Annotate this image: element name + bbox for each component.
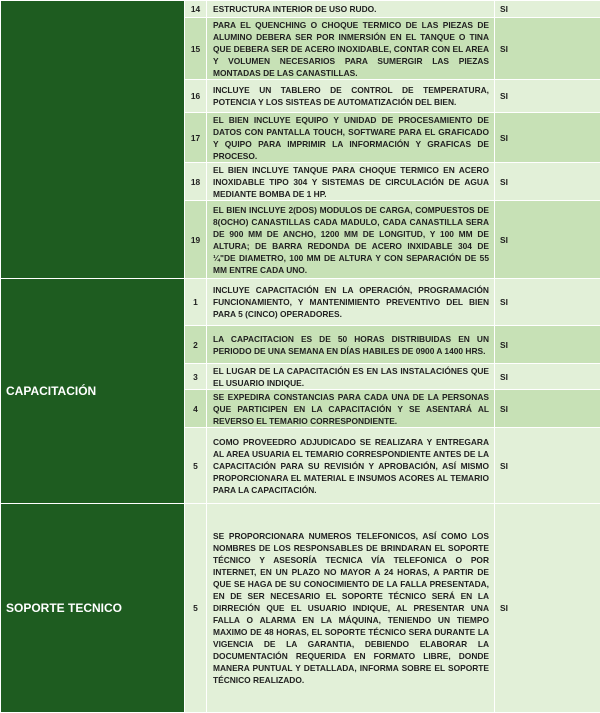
table-row xyxy=(1,1,600,18)
table-row xyxy=(1,279,600,326)
row-answer: SI xyxy=(495,390,600,428)
row-number: 5 xyxy=(185,504,207,713)
row-description: ESTRUCTURA INTERIOR DE USO RUDO. xyxy=(207,1,495,18)
row-number: 16 xyxy=(185,80,207,113)
row-answer: SI xyxy=(495,18,600,80)
row-number: 18 xyxy=(185,163,207,201)
row-description: EL LUGAR DE LA CAPACITACIÓN ES EN LAS INSTALACIÓNES QUE EL USUARIO INDIQUE. xyxy=(207,364,495,390)
row-number: 2 xyxy=(185,326,207,364)
row-answer: SI xyxy=(495,428,600,504)
row-answer: SI xyxy=(495,80,600,113)
row-description: EL BIEN INCLUYE 2(DOS) MODULOS DE CARGA, COMPUESTOS DE 8(OCHO) CANASTILLAS CADA MADULO, CADA CANASTILLA SERA DE 900 MM DE ANCHO, 1200 MM DE LONGITUD, Y 100 MM DE ALTURA; DE BARRA REDONDA DE ACERO INXIDABLE 304 DE ¼"DE DIAMETRO, 100 MM DE ALTURA Y CON SEPARACIÓN DE 55 MM ENTRE CADA UNO. xyxy=(207,201,495,279)
row-answer: SI xyxy=(495,201,600,279)
row-number: 14 xyxy=(185,1,207,18)
row-description: SE EXPEDIRA CONSTANCIAS PARA CADA UNA DE LA PERSONAS QUE PARTICIPEN EN LA CAPACITACIÓN Y SE ASENTARÁ AL REVERSO EL TEMARIO CORRESPONDIENTE. xyxy=(207,390,495,428)
row-number: 17 xyxy=(185,113,207,163)
category-cell-previous xyxy=(1,1,185,279)
row-answer: SI xyxy=(495,279,600,326)
row-description: SE PROPORCIONARA NUMEROS TELEFONICOS, ASÍ COMO LOS NOMBRES DE LOS RESPONSABLES DE BRINDARAN EL SOPORTE TÉCNICO Y ASESORÍA TECNICA VÍA TELEFONICA O POR INTERNET, EN UN PLAZO NO MAYOR A 24 HORAS, A PARTIR DE QUE SE HAGA DE SU CONOCIMIENTO DE LA FALLA PRESENTADA, EN DE SER NECESARIO EL SOPORTE TÉCNICO SERÁ EN LA DIRRECIÓN QUE EL USUARIO INDIQUE, AL PRESENTAR UNA FALLA O ALARMA EN LA MÁQUINA, TENIENDO UN TIEMPO MAXIMO DE 48 HORAS, EL SOPORTE TÉCNICO SERA DURANTE LA VIGENCIA DE LA GARANTIA, DEBIENDO ELABORAR LA DOCUMENTACIÓN REQUERIDA EN FORMATO LIBRE, DONDE MANERA PUNTUAL Y DETALLADA, INFORMA SOBRE EL SOPORTE TÉCNICO REALIZADO. xyxy=(207,504,495,713)
row-number: 4 xyxy=(185,390,207,428)
row-number: 5 xyxy=(185,428,207,504)
row-answer: SI xyxy=(495,1,600,18)
row-answer: SI xyxy=(495,326,600,364)
row-description: LA CAPACITACION ES DE 50 HORAS DISTRIBUIDAS EN UN PERIODO DE UNA SEMANA EN DÍAS HABILES DE 0900 A 1400 HRS. xyxy=(207,326,495,364)
row-description: PARA EL QUENCHING O CHOQUE TERMICO DE LAS PIEZAS DE ALUMINO DEBERA SER POR INMERSIÓN EN EL TANQUE O TINA QUE DEBERA SER DE ACERO INOXIDABLE, CONTAR CON EL AREA Y VOLUMEN NECESARIOS PARA SUMERGIR LAS PIEZAS MONTADAS DE LAS CANASTILLAS. xyxy=(207,18,495,80)
category-capacitacion: CAPACITACIÓN xyxy=(1,279,185,504)
row-description: EL BIEN INCLUYE EQUIPO Y UNIDAD DE PROCESAMIENTO DE DATOS CON PANTALLA TOUCH, SOFTWARE PARA EL GRAFICADO Y QUIPO PARA IMPRIMIR LA INFORMACIÓN Y GRAFICAS DE PROCESO. xyxy=(207,113,495,163)
row-answer: SI xyxy=(495,364,600,390)
row-number: 3 xyxy=(185,364,207,390)
row-description: EL BIEN INCLUYE TANQUE PARA CHOQUE TERMICO EN ACERO INOXIDABLE TIPO 304 Y SISTEMAS DE CIRCULACIÓN DE AGUA MEDIANTE BOMBA DE 1 HP. xyxy=(207,163,495,201)
table-row xyxy=(1,504,600,713)
row-number: 19 xyxy=(185,201,207,279)
category-soporte-tecnico: SOPORTE TECNICO xyxy=(1,504,185,713)
row-description: COMO PROVEEDRO ADJUDICADO SE REALIZARA Y ENTREGARA AL AREA USUARIA EL TEMARIO CORRESPONDIENTE ANTES DE LA CAPACITACIÓN PARA SU REVISIÓN Y APROBACIÓN, ASÍ MISMO PROPORCIONARA EL MATERIAL E INSUMOS ACORES AL TEMARIO PARA LA CAPACITACIÓN. xyxy=(207,428,495,504)
row-number: 1 xyxy=(185,279,207,326)
row-description: INCLUYE UN TABLERO DE CONTROL DE TEMPERATURA, POTENCIA Y LOS SISTEAS DE AUTOMATIZACIÓN DEL BIEN. xyxy=(207,80,495,113)
row-description: INCLUYE CAPACITACIÓN EN LA OPERACIÓN, PROGRAMACIÓN FUNCIONAMIENTO, Y MANTENIMIENTO PREVENTIVO DEL BIEN PARA 5 (CINCO) OPERADORES. xyxy=(207,279,495,326)
row-answer: SI xyxy=(495,504,600,713)
row-answer: SI xyxy=(495,113,600,163)
row-number: 15 xyxy=(185,18,207,80)
row-answer: SI xyxy=(495,163,600,201)
